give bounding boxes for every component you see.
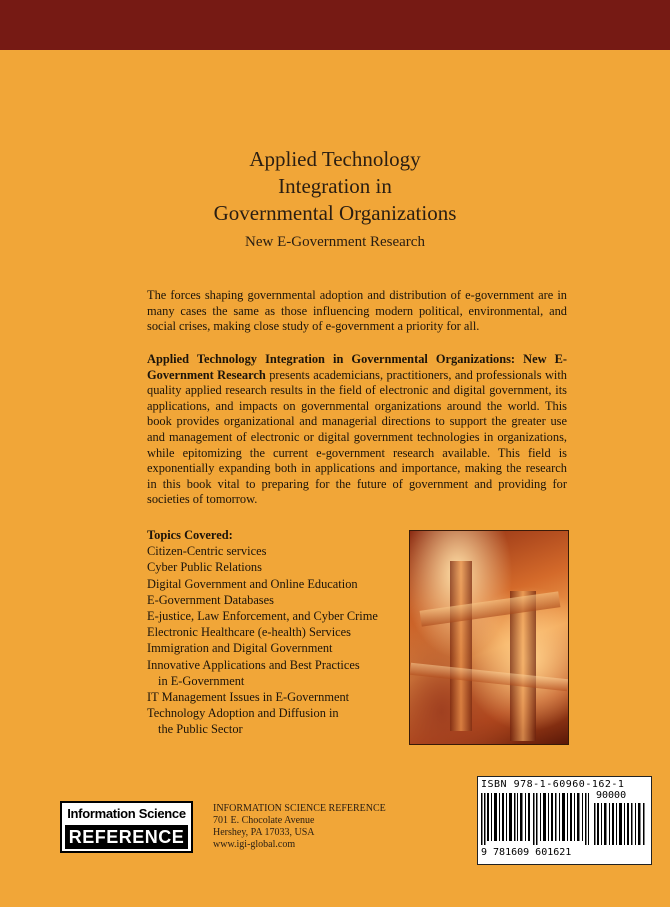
description-text: presents academicians, practitioners, and professionals with quality applied research results in the field of electronic and digital government, its applications, and impacts on governmental organizations around the world. This book provides organizational and managerial directions to support the greater use and management of electronic or digital government technologies in organizations, while epitomizing the current e-government research available. This field is exponentially expanding both in applications and importance, making the research in this book vital to preparing for the future of government and providing for societies of tomorrow. <box>147 367 567 507</box>
top-banner <box>0 0 670 50</box>
publisher-logo <box>60 801 193 853</box>
title-line-2: Integration in <box>278 174 392 198</box>
publisher-address <box>213 803 386 851</box>
topic-item: IT Management Issues in E-Government <box>147 690 350 705</box>
book-title <box>0 146 670 227</box>
topic-item: Innovative Applications and Best Practices <box>147 657 360 672</box>
topics-heading: Topics Covered: <box>147 528 233 542</box>
addon-barcode-bars <box>594 803 646 845</box>
topic-item-continuation: in E-Government <box>158 673 245 688</box>
topic-item: Immigration and Digital Government <box>147 641 333 656</box>
isbn-barcode <box>477 776 652 865</box>
artwork-beam <box>410 663 568 691</box>
barcode-digits: 9 781609 601621 <box>481 847 572 858</box>
title-line-1: Applied Technology <box>249 147 421 171</box>
logo-line-2: REFERENCE <box>65 825 188 849</box>
topic-item: Cyber Public Relations <box>147 560 262 575</box>
publisher-name: INFORMATION SCIENCE REFERENCE <box>213 803 386 814</box>
price-addon-code: 90000 <box>596 790 627 801</box>
topics-list <box>147 527 407 738</box>
description-book-title: Applied Technology Integration in Governmental Organizations: New E-Government Research <box>147 352 567 382</box>
title-line-3: Governmental Organizations <box>213 201 457 225</box>
topic-item-continuation: the Public Sector <box>158 722 243 737</box>
logo-line-1: Information Science <box>67 806 186 821</box>
topic-item: Digital Government and Online Education <box>147 576 358 591</box>
publisher-street: 701 E. Chocolate Avenue <box>213 815 315 826</box>
barcode-bars <box>481 793 589 845</box>
description-paragraph <box>147 352 567 508</box>
intro-paragraph: The forces shaping governmental adoption and distribution of e-government are in many cases the same as those influencing modern political, environmental, and social crises, making close study of e-government a priority for all. <box>147 288 567 334</box>
topic-item: Technology Adoption and Diffusion in <box>147 706 339 721</box>
topic-item: E-justice, Law Enforcement, and Cyber Crime <box>147 609 378 624</box>
isbn-text: ISBN 978-1-60960-162-1 <box>481 779 625 790</box>
cover-artwork-image <box>409 530 569 745</box>
publisher-website: www.igi-global.com <box>213 839 296 850</box>
artwork-beam <box>420 591 561 626</box>
artwork-column <box>450 561 472 731</box>
topic-item: E-Government Databases <box>147 592 274 607</box>
publisher-city: Hershey, PA 17033, USA <box>213 827 315 838</box>
book-subtitle: New E-Government Research <box>245 234 425 250</box>
topic-item: Electronic Healthcare (e-health) Services <box>147 625 351 640</box>
topic-item: Citizen-Centric services <box>147 544 267 559</box>
